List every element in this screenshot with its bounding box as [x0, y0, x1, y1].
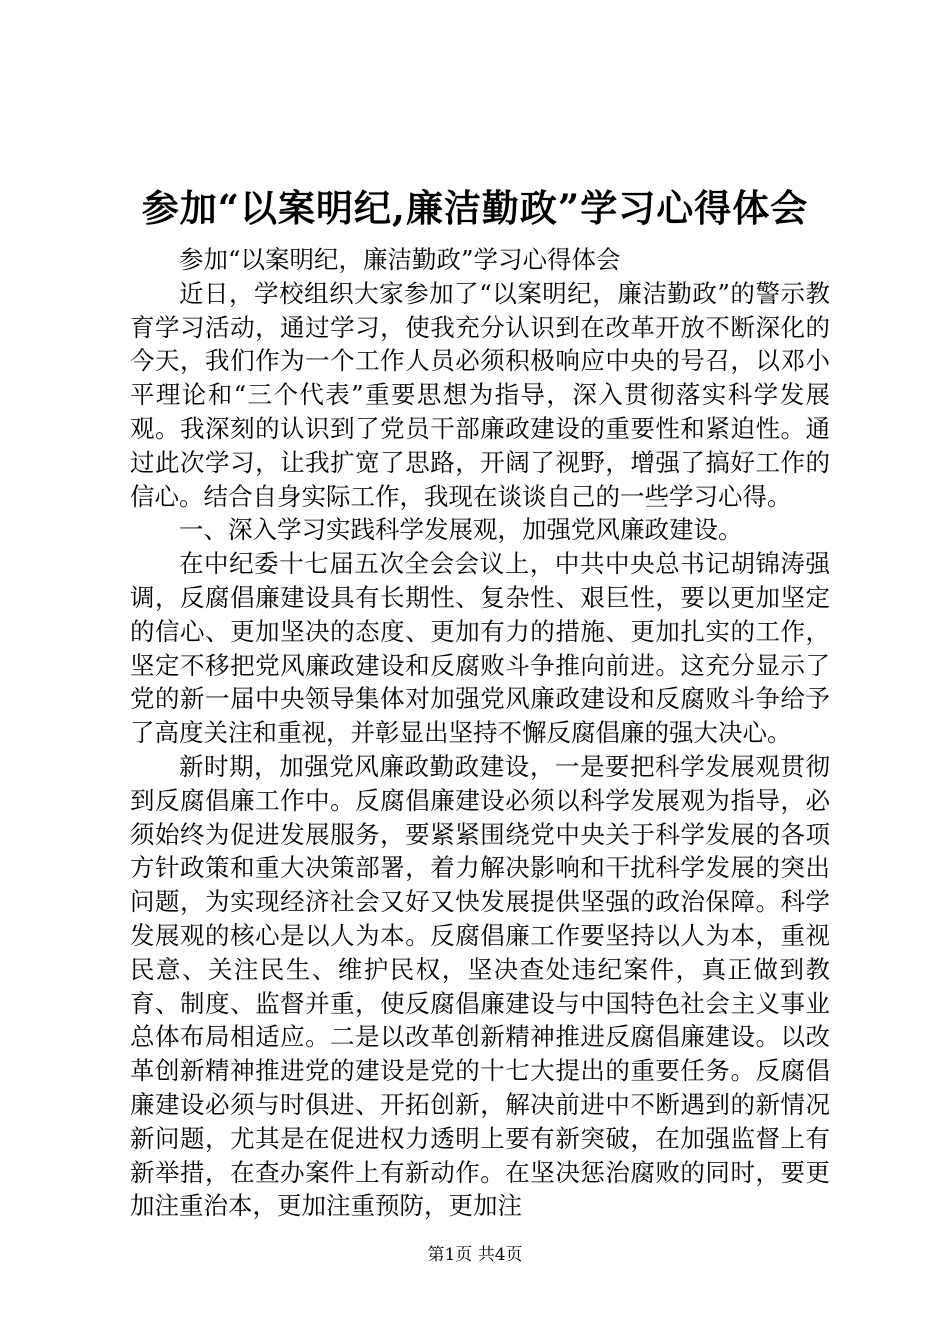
paragraph-intro: 近日，学校组织大家参加了“以案明纪，廉洁勤政”的警示教育学习活动，通过学习，使我充分认识到在改革开放不断深化的今天，我们作为一个工作人员必须积极响应中央的号召，以邓小平理论和“三个代表”重要思想为指导，深入贯彻落实科学发展观。我深刻的认识到了党员干部廉政建设的重要性和紧迫性。通过此次学习，让我扩宽了思路，开阔了视野，增强了搞好工作的信心。结合自身实际工作，我现在谈谈自己的一些学习心得。: [130, 278, 830, 511]
page-title: 参加“以案明纪,廉洁勤政”学习心得体会: [141, 186, 809, 230]
paragraph-body: 新时期，加强党风廉政勤政建设，一是要把科学发展观贯彻到反腐倡廉工作中。反腐倡廉建设必须以科学发展观为指导，必须始终为促进发展服务，要紧紧围绕党中央关于科学发展的各项方针政策和重大决策部署，着力解决影响和干扰科学发展的突出问题，为实现经济社会又好又快发展提供坚强的政治保障。科学发展观的核心是以人为本。反腐倡廉工作要坚持以人为本，重视民意、关注民生、维护民权，坚决查处违纪案件，真正做到教育、制度、监督并重，使反腐倡廉建设与中国特色社会主义事业总体布局相适应。二是以改革创新精神推进反腐倡廉建设。以改革创新精神推进党的建设是党的十七大提出的重要任务。反腐倡廉建设必须与时俱进、开拓创新，解决前进中不断遇到的新情况新问题，尤其是在促进权力透明上要有新突破，在加强监督上有新举措，在查办案件上有新动作。在坚决惩治腐败的同时，要更加注重治本，更加注重预防，更加注: [130, 751, 830, 1221]
paragraph-body: 在中纪委十七届五次全会会议上，中共中央总书记胡锦涛强调，反腐倡廉建设具有长期性、复杂性、艰巨性，要以更加坚定的信心、更加坚决的态度、更加有力的措施、更加扎实的工作，坚定不移把党风廉政建设和反腐败斗争推向前进。这充分显示了党的新一届中央领导集体对加强党风廉政建设和反腐败斗争给予了高度关注和重视，并彰显出坚持不懈反腐倡廉的强大决心。: [130, 549, 830, 748]
paragraph-subtitle: 参加“以案明纪，廉洁勤政”学习心得体会: [179, 245, 621, 274]
page-number: 第1页 共4页: [427, 1245, 523, 1265]
section-heading: 一、深入学习实践科学发展观，加强党风廉政建设。: [179, 515, 743, 545]
document-body: [130, 243, 830, 1223]
